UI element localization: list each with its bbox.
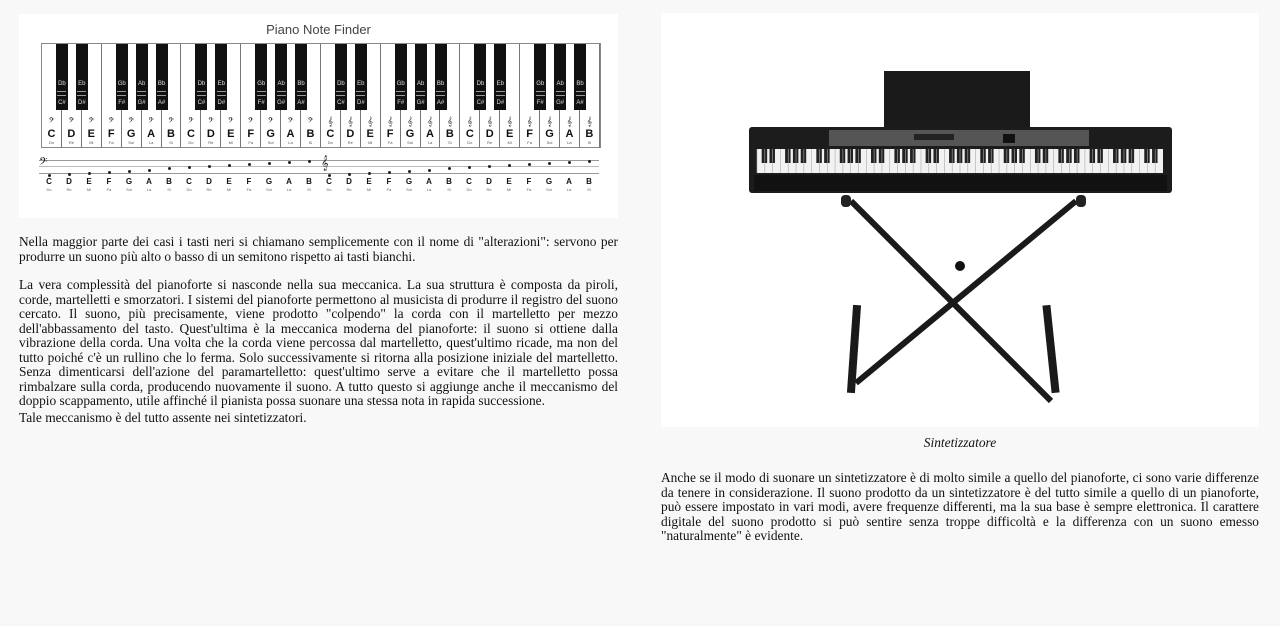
key-note-label: E	[227, 128, 235, 140]
staff-note-letter: E	[506, 177, 512, 186]
staff-note-letter: C	[186, 177, 192, 186]
staff-note-solfege: Sol	[266, 187, 272, 192]
staff-note	[139, 177, 159, 192]
black-key-flat-label: Bb	[157, 81, 166, 87]
staff-note-solfege: Sol	[546, 187, 552, 192]
black-key-flat-label: Db	[58, 81, 66, 87]
mini-staff	[157, 91, 166, 96]
mini-staff	[436, 91, 445, 96]
treble-clef-icon: 𝄞	[566, 117, 573, 127]
key-note-label: G	[545, 128, 554, 140]
staff-note-letter: B	[586, 177, 592, 186]
note-head	[408, 170, 411, 173]
staff-note-letter: B	[306, 177, 312, 186]
staff-note-letter: A	[566, 177, 572, 186]
piano-note-finder-image	[19, 14, 618, 218]
black-key-sharp-label: C#	[58, 100, 66, 106]
staff-note-letter: G	[405, 177, 413, 186]
staff-note-solfege: Mi	[226, 187, 232, 192]
key-note-label: F	[107, 128, 115, 140]
black-key-sharp-label: A#	[297, 100, 305, 106]
black-key-flat-label: Gb	[117, 81, 126, 87]
note-head	[348, 173, 351, 176]
staff-note-letter: D	[206, 177, 212, 186]
image-caption: Sintetizzatore	[923, 435, 997, 450]
key-note-label: C	[465, 128, 474, 140]
staff-note-letter: C	[46, 177, 52, 186]
mini-staff	[496, 91, 505, 96]
black-key-flat-label: Db	[476, 81, 485, 87]
black-key-flat-label: Gb	[396, 81, 405, 87]
staff-note-solfege: Si	[587, 187, 591, 192]
staff-note	[399, 177, 419, 192]
key-solfege-label: La	[427, 140, 433, 145]
black-key-flat-label: Bb	[436, 81, 445, 87]
key-solfege-label: Fa	[108, 140, 114, 145]
black-key-sharp-label: A#	[157, 100, 166, 106]
black-key-sharp-label: G#	[277, 100, 286, 106]
staff-note	[99, 177, 119, 192]
staff-note-letter: D	[66, 177, 72, 186]
bass-clef-icon: 𝄢	[48, 117, 55, 127]
bass-clef-icon: 𝄢	[307, 117, 314, 127]
staff-note-letter: G	[265, 177, 273, 186]
key-note-label: D	[485, 128, 494, 140]
key-solfege-label: Do	[48, 140, 55, 145]
staff-note-solfege: Re	[66, 187, 72, 192]
staff-note-solfege: Do	[466, 187, 472, 192]
key-note-label: F	[386, 128, 394, 140]
key-solfege-label: Do	[327, 140, 333, 145]
staff-note-solfege: Do	[326, 187, 332, 192]
bass-clef-icon: 𝄢	[168, 117, 174, 127]
bass-clef-icon: 𝄢	[247, 117, 254, 127]
staff-note	[579, 177, 599, 192]
key-solfege-label: Sol	[128, 140, 135, 145]
staff-note-letter: D	[486, 177, 492, 186]
staff-note-letter: F	[246, 177, 252, 186]
staff-note-solfege: Sol	[126, 187, 132, 192]
black-key	[415, 44, 427, 110]
key-note-label: B	[306, 128, 315, 140]
mini-staff	[257, 91, 266, 96]
black-key-flat-label: Db	[337, 81, 345, 87]
staff-note-letter: E	[226, 177, 232, 186]
bass-clef-icon: 𝄢	[227, 117, 234, 127]
mini-staff	[137, 91, 146, 96]
key-solfege-label: Do	[188, 140, 194, 145]
key-solfege-label: Mi	[89, 140, 94, 145]
note-head	[268, 162, 271, 165]
staff-note-solfege: Do	[46, 187, 52, 192]
black-key-flat-label: Eb	[496, 81, 505, 87]
key-solfege-label: Fa	[527, 140, 532, 145]
bass-clef-icon: 𝄢	[287, 117, 294, 127]
staff-note-solfege: Fa	[106, 187, 112, 192]
treble-clef-icon: 𝄞	[387, 117, 393, 127]
black-key-sharp-label: D#	[217, 100, 226, 106]
black-key	[215, 44, 227, 110]
staff-note-letter: A	[426, 177, 432, 186]
bass-clef-icon: 𝄢	[108, 117, 115, 127]
black-key-sharp-label: G#	[416, 100, 425, 106]
key-solfege-label: La	[288, 140, 293, 145]
key-solfege-label: Sol	[407, 140, 413, 145]
key-solfege-label: Re	[68, 140, 74, 145]
note-head	[388, 171, 391, 174]
staff-note	[339, 177, 359, 192]
treble-clef-icon: 𝄞	[321, 156, 329, 171]
mini-staff	[576, 91, 585, 96]
staff-note-letter: F	[526, 177, 532, 186]
key-solfege-label: Re	[208, 140, 214, 145]
black-key-flat-label: Bb	[297, 81, 305, 87]
key-note-label: B	[167, 128, 175, 140]
treble-clef-icon: 𝄞	[487, 117, 493, 127]
staff-note	[559, 177, 579, 192]
note-head	[568, 161, 571, 164]
key-solfege-label: La	[567, 140, 572, 145]
treble-clef-icon: 𝄞	[526, 117, 533, 127]
treble-clef-icon: 𝄞	[407, 117, 413, 127]
treble-clef-icon: 𝄞	[586, 117, 593, 127]
note-head	[68, 173, 71, 176]
black-key	[494, 44, 506, 110]
key-note-label: G	[266, 128, 275, 140]
key-note-label: A	[286, 128, 295, 140]
staff-note-letter: E	[86, 177, 92, 186]
black-key-sharp-label: F#	[536, 100, 544, 106]
key-solfege-label: Re	[347, 140, 353, 145]
staff-note-solfege: Fa	[386, 187, 392, 192]
key-note-label: E	[505, 128, 514, 140]
black-key-sharp-label: F#	[397, 100, 405, 106]
key-solfege-label: Si	[448, 140, 452, 145]
black-key-sharp-label: D#	[78, 100, 86, 106]
staff-note-letter: E	[366, 177, 372, 186]
staff-note-solfege: Do	[186, 187, 192, 192]
black-key-flat-label: Eb	[357, 81, 365, 87]
black-key-flat-label: Ab	[137, 81, 146, 87]
black-key	[116, 44, 128, 110]
staff-note-letter: C	[466, 177, 472, 186]
staff-note-solfege: Si	[307, 187, 311, 192]
black-key	[275, 44, 287, 110]
black-key	[534, 44, 546, 110]
staff-note	[439, 177, 459, 192]
black-key	[474, 44, 486, 110]
mini-staff	[217, 91, 226, 96]
paragraph-synth-note: Tale meccanismo è del tutto assente nei sintetizzatori.	[19, 409, 307, 425]
bass-clef-icon: 𝄢	[128, 117, 135, 127]
staff-note	[459, 177, 479, 192]
staff-note-solfege: La	[426, 187, 432, 192]
black-key-flat-label: Bb	[576, 81, 584, 87]
staff-note-solfege: Mi	[506, 187, 512, 192]
black-key-sharp-label: D#	[496, 100, 505, 106]
bass-clef-icon: 𝄢	[188, 117, 194, 127]
staff-note	[259, 177, 279, 192]
staff-note	[299, 177, 319, 192]
note-head	[428, 169, 431, 172]
staff-note-solfege: La	[146, 187, 152, 192]
black-key-sharp-label: C#	[337, 100, 345, 106]
staff-note-solfege: Sol	[406, 187, 412, 192]
note-head	[148, 169, 151, 172]
black-key-sharp-label: G#	[556, 100, 565, 106]
paragraph-synthesizer: Anche se il modo di suonare un sintetizzatore è di molto simile a quello del pianoforte, ci sono varie differenze da tenere in considerazione. Il suono prodotto da un sintetizzatore è del tutto simile a quello di un pianoforte, può essere impostato in vari modi, avere frequenze differenti, ma la sua base è sempre elettronica. Il carattere digitale del suono prodotto si può sentire senza troppe difficoltà e la differenza con un suono emesso "naturalmente" è evidente.	[661, 470, 1259, 543]
black-key-sharp-label: F#	[118, 100, 126, 106]
note-head	[88, 172, 91, 175]
note-head	[288, 161, 291, 164]
key-solfege-label: Mi	[228, 140, 233, 145]
black-key	[156, 44, 168, 110]
key-solfege-label: Re	[487, 140, 493, 145]
staff-note-solfege: Si	[447, 187, 451, 192]
bass-clef-icon: 𝄢	[39, 156, 48, 171]
black-key-sharp-label: A#	[576, 100, 584, 106]
note-head	[128, 170, 131, 173]
staff-note-solfege: Re	[206, 187, 212, 192]
black-key	[335, 44, 347, 110]
black-key-flat-label: Gb	[536, 81, 545, 87]
staff-note	[219, 177, 239, 192]
black-key-flat-label: Db	[197, 81, 206, 87]
staff-note-letter: D	[346, 177, 352, 186]
black-key	[554, 44, 566, 110]
key-note-label: C	[186, 128, 195, 140]
staff-note	[39, 177, 59, 192]
treble-clef-icon: 𝄞	[447, 117, 453, 127]
staff-note-solfege: La	[566, 187, 572, 192]
black-key	[136, 44, 148, 110]
staff-note-solfege: Fa	[246, 187, 252, 192]
key-solfege-label: Sol	[546, 140, 553, 145]
key-note-label: D	[67, 128, 76, 140]
key-note-label: A	[426, 128, 434, 140]
note-staff	[39, 156, 599, 210]
staff-note-solfege: Re	[346, 187, 352, 192]
key-note-label: A	[565, 128, 574, 140]
black-key	[255, 44, 267, 110]
key-note-label: E	[87, 128, 95, 140]
staff-note	[119, 177, 139, 192]
staff-note	[279, 177, 299, 192]
black-key-sharp-label: C#	[197, 100, 206, 106]
bass-clef-icon: 𝄢	[148, 117, 154, 127]
key-solfege-label: Fa	[248, 140, 254, 145]
key-note-label: G	[126, 128, 136, 140]
staff-note	[379, 177, 399, 192]
left-column	[19, 14, 618, 425]
key-note-label: F	[247, 128, 255, 140]
treble-clef-icon: 𝄞	[507, 117, 513, 127]
key-solfege-label: La	[148, 140, 154, 145]
staff-note-labels	[39, 177, 599, 192]
staff-note	[199, 177, 219, 192]
mini-staff	[277, 91, 286, 96]
black-key-flat-label: Ab	[277, 81, 285, 87]
black-key-flat-label: Ab	[556, 81, 564, 87]
staff-note	[159, 177, 179, 192]
black-key-sharp-label: F#	[257, 100, 265, 106]
note-head	[368, 172, 371, 175]
note-head	[48, 174, 51, 177]
treble-clef-icon: 𝄞	[367, 117, 373, 127]
paragraph-black-keys: Nella maggior parte dei casi i tasti neri si chiamano semplicemente con il nome di "alterazioni": servono per produrre un suono più alto o basso di un semitono rispetto ai tasti bianchi.	[19, 234, 618, 264]
black-key-flat-label: Eb	[78, 81, 86, 87]
staff-note-solfege: Re	[486, 187, 492, 192]
key-note-label: E	[366, 128, 374, 140]
staff-note	[479, 177, 499, 192]
key-note-label: C	[326, 128, 335, 140]
mini-staff	[197, 91, 206, 96]
staff-note-solfege: Mi	[86, 187, 92, 192]
staff-note	[539, 177, 559, 192]
mini-staff	[297, 91, 306, 96]
black-key-sharp-label: G#	[137, 100, 146, 106]
chart-title: Piano Note Finder	[266, 22, 371, 37]
treble-clef-icon: 𝄞	[546, 117, 553, 127]
staff-note-solfege: La	[286, 187, 292, 192]
black-key-flat-label: Eb	[217, 81, 226, 87]
staff-note-letter: A	[146, 177, 152, 186]
black-key	[195, 44, 207, 110]
staff-note	[519, 177, 539, 192]
bass-clef-icon: 𝄢	[207, 117, 214, 127]
mini-staff	[77, 91, 86, 96]
staff-note-solfege: Fa	[526, 187, 532, 192]
mini-staff	[57, 91, 66, 96]
staff-note	[239, 177, 259, 192]
black-key	[76, 44, 88, 110]
treble-clef-icon: 𝄞	[347, 117, 353, 127]
staff-note-letter: F	[106, 177, 112, 186]
mini-staff	[556, 91, 565, 96]
key-note-label: B	[585, 128, 594, 140]
key-solfege-label: Si	[308, 140, 313, 145]
piano-keyboard-diagram	[41, 43, 601, 148]
staff-note	[319, 177, 339, 192]
staff-note	[419, 177, 439, 192]
key-solfege-label: Fa	[387, 140, 393, 145]
mini-staff	[117, 91, 126, 96]
note-head	[588, 160, 591, 163]
key-solfege-label: Si	[169, 140, 173, 145]
black-key	[574, 44, 586, 110]
mini-staff	[396, 91, 405, 96]
mini-staff	[356, 91, 365, 96]
black-key-flat-label: Ab	[416, 81, 425, 87]
note-head	[328, 174, 331, 177]
staff-note-letter: B	[446, 177, 452, 186]
bass-clef-icon: 𝄢	[88, 117, 95, 127]
key-solfege-label: Sol	[267, 140, 274, 145]
note-head	[248, 163, 251, 166]
staff-note-letter: C	[326, 177, 332, 186]
key-note-label: D	[346, 128, 355, 140]
black-key-sharp-label: C#	[476, 100, 485, 106]
bass-clef-icon: 𝄢	[267, 117, 274, 127]
key-note-label: G	[405, 128, 415, 140]
black-key-sharp-label: A#	[436, 100, 445, 106]
treble-clef-icon: 𝄞	[467, 117, 473, 127]
treble-clef-icon: 𝄞	[327, 117, 334, 127]
key-note-label: B	[445, 128, 454, 140]
note-head	[108, 171, 111, 174]
staff-note-letter: A	[286, 177, 292, 186]
mini-staff	[336, 91, 345, 96]
treble-clef-icon: 𝄞	[427, 117, 433, 127]
note-head	[308, 160, 311, 163]
key-note-label: A	[147, 128, 156, 140]
note-head	[528, 163, 531, 166]
staff-note-solfege: Si	[167, 187, 171, 192]
black-key-flat-label: Gb	[257, 81, 266, 87]
synthesizer-illustration	[661, 13, 1259, 427]
staff-note-letter: G	[545, 177, 553, 186]
black-key	[295, 44, 307, 110]
mini-staff	[476, 91, 485, 96]
staff-lines	[39, 160, 599, 174]
mini-staff	[416, 91, 425, 96]
staff-note	[79, 177, 99, 192]
key-solfege-label: Mi	[368, 140, 373, 145]
staff-note-solfege: Mi	[366, 187, 372, 192]
key-note-label: C	[47, 128, 56, 140]
staff-note	[499, 177, 519, 192]
right-column	[661, 13, 1259, 544]
synthesizer-image	[661, 13, 1259, 427]
key-note-label: F	[526, 128, 533, 140]
key-solfege-label: Si	[587, 140, 592, 145]
bass-clef-icon: 𝄢	[68, 117, 75, 127]
staff-note-letter: G	[125, 177, 133, 186]
black-key	[435, 44, 447, 110]
staff-note	[59, 177, 79, 192]
staff-note	[179, 177, 199, 192]
note-head	[548, 162, 551, 165]
black-key	[56, 44, 68, 110]
black-key	[395, 44, 407, 110]
paragraph-piano-mechanics: La vera complessità del pianoforte si nasconde nella sua meccanica. La sua struttura è composta da piroli, corde, martelletti e smorzatori. I sistemi del pianoforte permettono al musicista di produrre il registro del suono cercato. Il suono, più precisamente, viene prodotto "colpendo" la corda con il martelletto per mezzo dell'abbassamento del tasto. Quest'ultima è la meccanica moderna del pianoforte: il suono si ottiene dalla vibrazione della corda. Una volta che la corda viene percossa dal martelletto, quest'ultimo ricade, ma non del tutto poiché c'è un rullino che lo ferma. Solo successivamente si ritorna alla posizione iniziale del martelletto. Senza dimenticarsi dell'azione del paramartelletto: quest'ultimo serve a evitare che il martelletto possa rimbalzare sulla corda, producendo nuovamente il suono. A tutto questo si aggiunge anche il meccanismo del doppio scappamento, utile affinché il pianista possa suonare una stessa nota in rapida successione.	[19, 277, 618, 408]
staff-note-letter: B	[166, 177, 172, 186]
key-note-label: D	[206, 128, 215, 140]
staff-note	[359, 177, 379, 192]
staff-note-letter: F	[386, 177, 392, 186]
key-solfege-label: Mi	[507, 140, 512, 145]
black-key	[355, 44, 367, 110]
key-solfege-label: Do	[467, 140, 473, 145]
mini-staff	[536, 91, 545, 96]
black-key-sharp-label: D#	[357, 100, 365, 106]
